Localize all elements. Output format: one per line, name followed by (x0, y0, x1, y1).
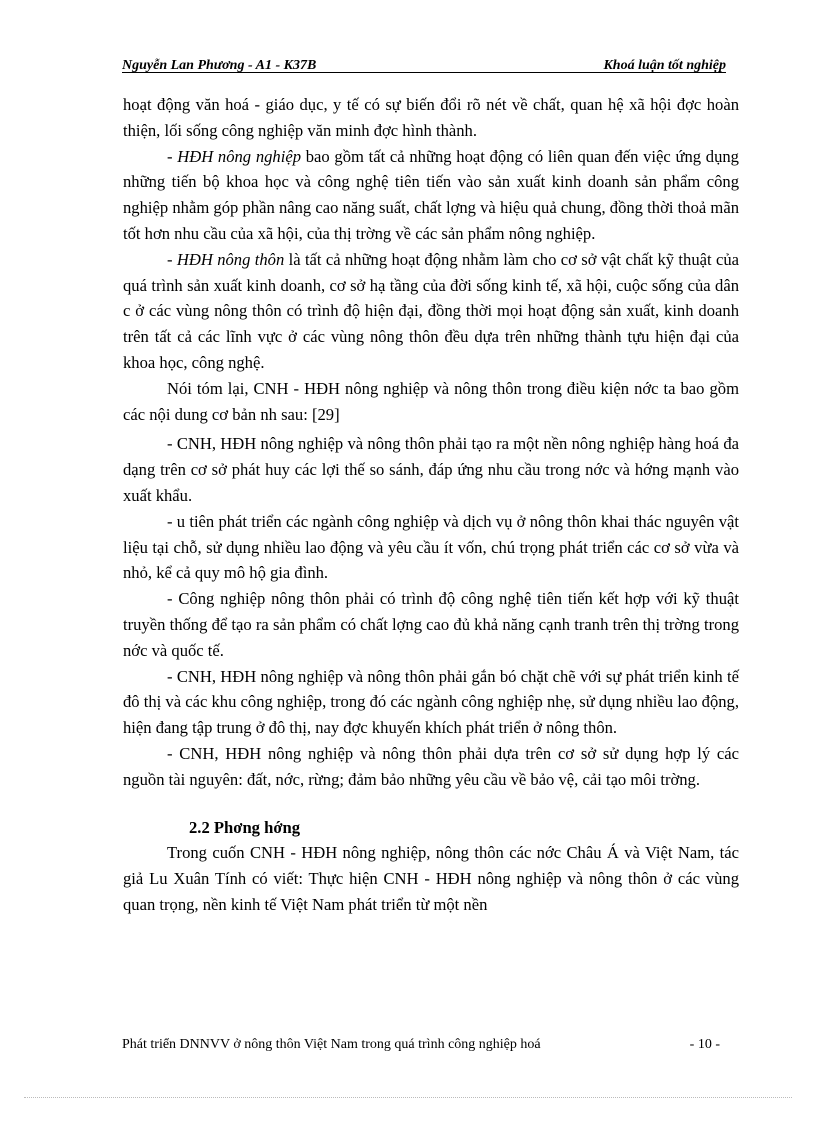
body-text (123, 92, 739, 918)
header-document-type: Khoá luận tốt nghiệp (603, 58, 726, 73)
term-hdh-nong-nghiep: HĐH nông nghiệp (177, 146, 301, 166)
section-heading: 2.2 Phơng hớng (189, 817, 301, 837)
list-item: - CNH, HĐH nông nghiệp và nông thôn phải gắn bó chặt chẽ với sự phát triển kinh tế đô thị và các khu công nghiệp, trong đó các ngành công nghiệp nhẹ, sử dụng nhiều lao động, hiện đang tập trung ở đô thị, nay đợc khuyến khích phát triển ở nông thôn. (123, 666, 739, 738)
paragraph: Nói tóm lại, CNH - HĐH nông nghiệp và nông thôn trong điều kiện nớc ta bao gồm các nội dung cơ bản nh sau: [29] (123, 378, 739, 424)
term-hdh-nong-thon: HĐH nông thôn (176, 249, 285, 269)
page-number: - 10 - (689, 1037, 720, 1052)
list-item: - u tiên phát triển các ngành công nghiệp và dịch vụ ở nông thôn khai thác nguyên vật liệu tại chỗ, sử dụng nhiều lao động và yêu cầu ít vốn, chú trọng phát triển các cơ sở vừa và nhỏ, kể cả quy mô hộ gia đình. (123, 511, 739, 583)
list-item: - Công nghiệp nông thôn phải có trình độ công nghệ tiên tiến kết hợp với kỹ thuật truyền thống để tạo ra sản phẩm có chất lợng cao đủ khả năng cạnh tranh trên thị trờng trong nớc và quốc tế. (123, 589, 739, 660)
paragraph: hoạt động văn hoá - giáo dục, y tế có sự biến đổi rõ nét về chất, quan hệ xã hội đợc hoàn thiện, lối sống công nghiệp văn minh đợc hình thành. (123, 95, 739, 140)
paragraph: - HĐH nông thôn là tất cả những hoạt động nhằm làm cho cơ sở vật chất kỹ thuật của quá trình sản xuất kinh doanh, cơ sở hạ tầng của đời sống kinh tế, xã hội, cuộc sống của dân c ở các vùng nông thôn có trình độ hiện đại, đồng thời mọi hoạt động sản xuất, kinh doanh trên tất cả các lĩnh vực ở các vùng nông thôn đều dựa trên những thành tựu hiện đại của khoa học, công nghệ. (123, 249, 739, 372)
paragraph: - HĐH nông nghiệp bao gồm tất cả những hoạt động có liên quan đến việc ứng dụng những tiến bộ khoa học và công nghệ tiên tiến vào sản xuất kinh doanh sản phẩm công nghiệp nhằm góp phần nâng cao năng suất, chất lợng và hiệu quả chung, đồng thời thoả mãn tốt hơn nhu cầu của xã hội, của thị trờng về các sản phẩm nông nghiệp. (123, 146, 739, 243)
header-author: Nguyễn Lan Phương - A1 - K37B (122, 58, 317, 73)
page-bottom-rule (24, 1097, 792, 1098)
header-rule (122, 72, 726, 73)
paragraph: Trong cuốn CNH - HĐH nông nghiệp, nông thôn các nớc Châu Á và Việt Nam, tác giả Lu Xuân Tính có viết: Thực hiện CNH - HĐH nông nghiệp và nông thôn ở các vùng quan trọng, nền kinh tế Việt Nam phát triển từ một nền (123, 843, 739, 914)
list-item: - CNH, HĐH nông nghiệp và nông thôn phải dựa trên cơ sở sử dụng hợp lý các nguồn tài nguyên: đất, nớc, rừng; đảm bảo những yêu cầu về bảo vệ, cải tạo môi trờng. (123, 743, 739, 789)
list-item: - CNH, HĐH nông nghiệp và nông thôn phải tạo ra một nền nông nghiệp hàng hoá đa dạng trên cơ sở phát huy các lợi thế so sánh, đáp ứng nhu cầu trong nớc và hớng mạnh vào xuất khẩu. (123, 434, 739, 505)
page-footer (122, 1037, 720, 1053)
footer-title: Phát triển DNNVV ở nông thôn Việt Nam trong quá trình công nghiệp hoá (122, 1037, 541, 1052)
page-header (122, 56, 726, 78)
